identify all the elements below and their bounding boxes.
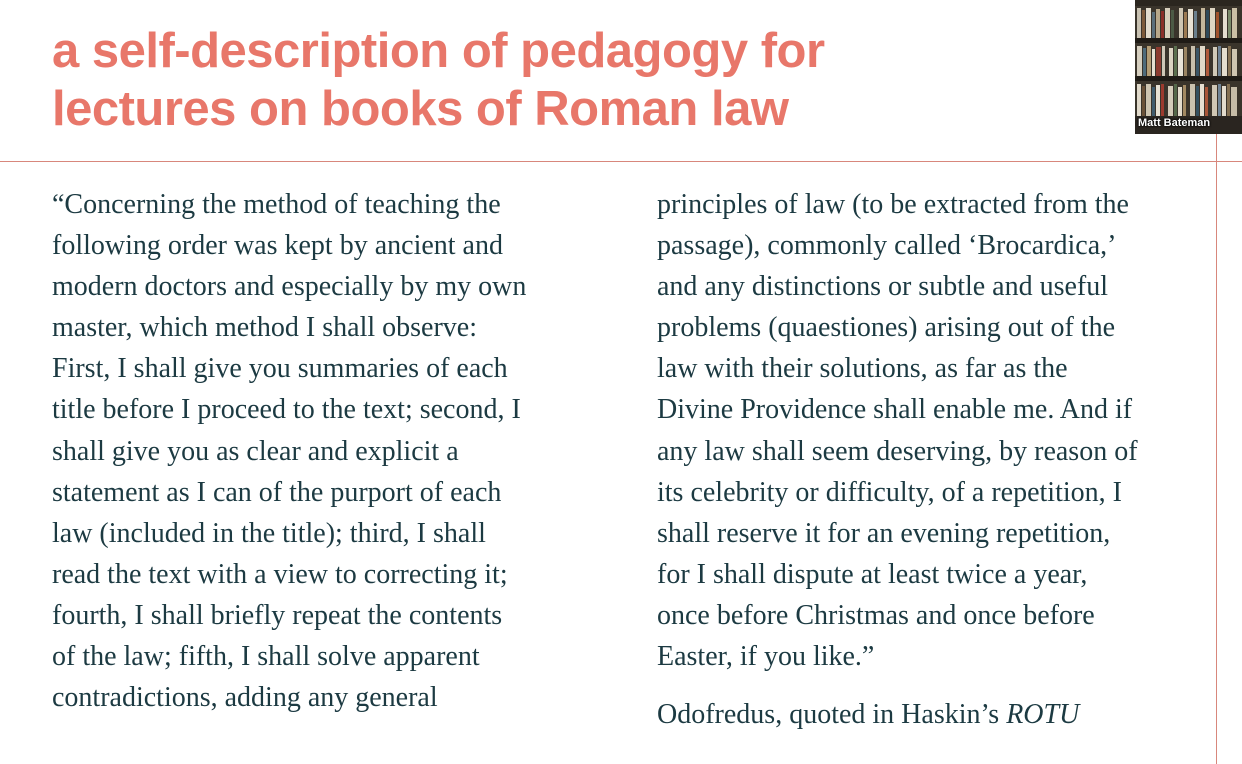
quote-line: shall reserve it for an evening repetition, xyxy=(657,517,1111,549)
quote-line: of the law; fifth, I shall solve apparent xyxy=(52,641,480,673)
quote-line: law with their solutions, as far as the xyxy=(657,353,1068,385)
bookshelf-background xyxy=(1135,0,1242,134)
quote-line: its celebrity or difficulty, of a repetition, I xyxy=(657,476,1122,508)
quote-column-right xyxy=(657,184,1212,677)
attribution-text: Odofredus, quoted in Haskin’s xyxy=(657,699,1007,730)
quote-line: Divine Providence shall enable me. And if xyxy=(657,394,1133,426)
participant-video-tile[interactable] xyxy=(1135,0,1242,134)
participant-name-label: Matt Bateman xyxy=(1138,117,1211,129)
slide-title xyxy=(52,22,1112,138)
quote-line: fourth, I shall briefly repeat the contents xyxy=(52,599,503,631)
quote-line: once before Christmas and once before xyxy=(657,599,1095,631)
horizontal-divider xyxy=(0,161,1242,162)
quote-line: for I shall dispute at least twice a year, xyxy=(657,558,1088,590)
quote-line: and any distinctions or subtle and useful xyxy=(657,271,1109,303)
title-line: a self-description of pedagogy for xyxy=(52,24,825,78)
quote-line: Easter, if you like.” xyxy=(657,641,875,673)
quote-line: following order was kept by ancient and xyxy=(52,230,503,262)
quote-line: modern doctors and especially by my own xyxy=(52,271,527,303)
quote-line: principles of law (to be extracted from the xyxy=(657,189,1129,220)
quote-line: passage), commonly called ‘Brocardica,’ xyxy=(657,230,1117,262)
quote-line: statement as I can of the purport of each xyxy=(52,476,502,508)
quote-line: any law shall seem deserving, by reason of xyxy=(657,435,1138,467)
quote-line: problems (quaestiones) arising out of the xyxy=(657,312,1116,344)
attribution-work-title: ROTU xyxy=(1006,699,1080,730)
quote-attribution xyxy=(657,694,1079,735)
quote-line: title before I proceed to the text; second, I xyxy=(52,394,521,426)
quote-line: contradictions, adding any general xyxy=(52,682,438,714)
vertical-divider xyxy=(1216,134,1217,764)
quote-line: First, I shall give you summaries of each xyxy=(52,353,508,385)
quote-line: shall give you as clear and explicit a xyxy=(52,435,459,467)
quote-line: read the text with a view to correcting it; xyxy=(52,558,508,590)
title-line: lectures on books of Roman law xyxy=(52,82,789,136)
quote-line: law (included in the title); third, I shall xyxy=(52,517,486,549)
quote-column-left xyxy=(52,184,607,718)
quote-line: “Concerning the method of teaching the xyxy=(52,189,501,220)
quote-line: master, which method I shall observe: xyxy=(52,312,477,344)
